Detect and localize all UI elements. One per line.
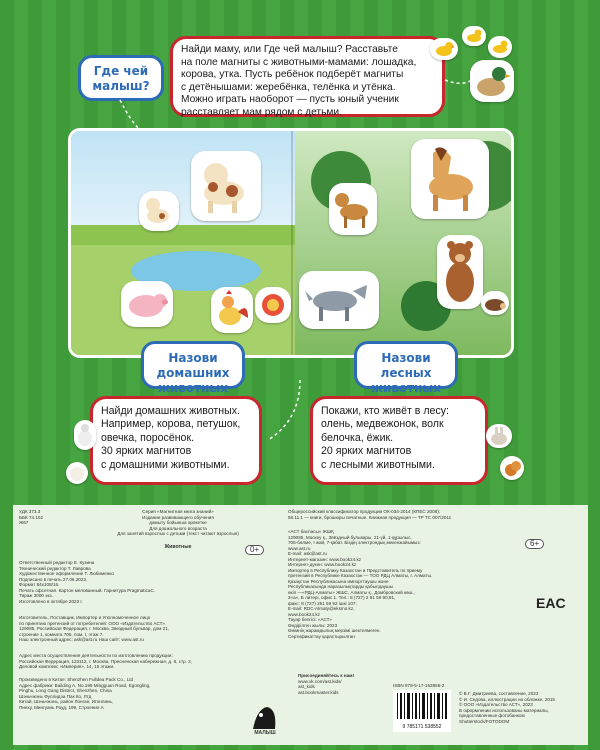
box-line: с домашними животными. — [101, 458, 230, 471]
credit-line: Тираж 3000 экз. — [19, 593, 53, 598]
goat-magnet-icon — [74, 420, 96, 450]
credit-line: Ответственный редактор Е. Кузина — [19, 560, 95, 565]
age-rating-right: 6+ — [525, 539, 544, 549]
box-line: белочка, ёжик. — [321, 431, 394, 444]
barcode-bar — [434, 693, 435, 719]
piglet-magnet-icon — [121, 281, 173, 327]
squirrel-magnet-icon — [500, 456, 524, 480]
kz-line: Интернет-магазин: www.book24.kz — [288, 556, 362, 562]
publisher-line: Изготовитель, Поставщик, Импортер и Уполномоченное лицо — [19, 615, 151, 620]
kz-line: 129085, Мәскеу қ., Звёздный бульвары, 21-үй, 1-құрылыс, — [288, 534, 412, 540]
barcode-bar — [445, 693, 447, 719]
duckling-magnet-icon — [462, 26, 486, 46]
classifier-line: Общероссийский классификатор продукции ОК-034-2014 (КПЕС 2008); — [288, 509, 441, 514]
copyright-line: предоставленные фотобанком — [459, 713, 525, 718]
tag-line: малыш? — [92, 79, 150, 93]
domestic-animals-box — [90, 396, 262, 485]
classifier-line: 58.11.1 — книги, брошюры печатные. Книжная продукция — ТР ТС 007/2011 — [288, 514, 452, 520]
credit-line: Печать офсетная. Картон мелованный. Гарнитура PragmaticaC. — [19, 587, 156, 593]
barcode-digits: 9 785171 538552 — [402, 723, 442, 730]
kz-line: Импортер в Республику Казахстан и Представитель по приему — [288, 567, 423, 573]
kz-info-block — [288, 529, 508, 639]
series-line: Для занятий взрослых с детьми (текст читают взрослые) — [117, 531, 239, 536]
manufacturer-block — [19, 677, 239, 710]
kz-line: Өндірілген жылы: 2023 — [288, 622, 338, 628]
box-line: Найди домашних животных. — [101, 405, 240, 417]
isbn: ISBN 978-5-17-153855-2 — [393, 683, 445, 688]
kz-line: Өнімнің жарамдылық мерзімі шектелмеген. — [288, 628, 381, 633]
tag-line: животных — [157, 381, 229, 395]
box-line: олень, медвежонок, волк — [321, 418, 444, 431]
copyright-line: © ООО «Издательство АСТ», 2023 — [459, 702, 533, 707]
manufacturer-line: Китай, Шэньчжэнь, район Лонган, Игонлинь, — [19, 699, 114, 704]
forest-animals-box — [310, 396, 488, 485]
age-rating-left: 0+ — [245, 545, 264, 555]
lamb-magnet-icon — [66, 462, 88, 484]
barcode — [393, 690, 451, 732]
manufacturer-line: Адрес фабрики: Building A, No.199 Mingguan Road, Egongling, — [19, 682, 151, 688]
name-forest-tag — [354, 341, 458, 395]
publisher-line: 129085, Российская Федерация, г. Москва, Звездный бульвар, дом 21, — [19, 626, 170, 631]
udk-block — [19, 509, 79, 526]
tag-line: Где чей — [93, 64, 149, 78]
barcode-bar — [427, 693, 428, 719]
series-line: Серия «Магнитная книга знаний» — [142, 509, 214, 514]
kz-line: факс: 8 (727) 251 59 92 ішкі 107; — [288, 600, 357, 606]
publisher-line: строение 1, комната 705, пом. I, этаж 7. — [19, 631, 104, 637]
manufacturer-line: Произведено в Китае: Shenzhen Fulldea Pack Co., Ltd — [19, 677, 134, 682]
calf-magnet-icon — [139, 191, 179, 231]
manufacturer-line: Pinghu, Long Gang District, Shenzhen, China — [19, 688, 112, 693]
copyright-line: © В.Г. Дмитриева, составление, 2023 — [459, 691, 539, 696]
kz-line: «АСТ баспасы» ЖШҚ — [288, 529, 334, 534]
credit-line: Художественное оформление Т. Любименко — [19, 571, 114, 576]
address-line: Деловой комплекс «Империя», 14, 15 этажи. — [19, 664, 115, 669]
copyright-line: © И. Седова, иллюстрации на обложке, 2015 — [459, 696, 555, 702]
kz-line: Республикасында наразылықтарды қабылдаушы — [288, 584, 394, 589]
credit-line: Технический редактор Т. Лаврова — [19, 565, 91, 571]
intro-line: на поле магниты с животными-мамами: лошадка, — [181, 56, 417, 68]
tag-line: Назови — [381, 351, 431, 365]
address-line: Адрес места осуществления деятельности по изготовлению продукции: — [19, 653, 173, 658]
kz-line: Қазақстан Республикасына импорттаушы және — [288, 578, 389, 584]
rooster-magnet-icon — [211, 287, 253, 333]
kz-line: претензий в Республике Казахстан — ТОО РДЦ Алматы, г. Алматы. — [288, 573, 433, 578]
tag-line: животных — [370, 381, 442, 395]
publisher-line: по принятию претензий от потребителей: ООО «Издательство АСТ». — [19, 620, 167, 626]
kz-line: Интернет-дүкен: www.book24.kz — [288, 562, 357, 567]
barcode-bar — [397, 693, 398, 719]
copyright-line: В оформлении использованы материалы, — [459, 707, 549, 713]
duckling-magnet-icon — [430, 38, 458, 60]
series-line: дамыту бойынша әрекетке — [149, 520, 207, 525]
intro-line: Можно играть наоборот — пусть юный ученик — [181, 94, 399, 106]
barcode-bar — [400, 693, 402, 719]
udk-line: ББК 74.102 — [19, 514, 44, 520]
bear-cub-magnet-icon — [437, 235, 483, 309]
barcode-bar — [412, 693, 413, 719]
rooster-tail-magnet-icon — [255, 287, 291, 323]
box-line: овечка, поросёнок. — [101, 431, 195, 444]
kz-line: Сертификаттау қарастырылған — [288, 633, 355, 639]
credit-line: Подписано в печать 27.06.2023. — [19, 576, 88, 582]
barcode-bar — [437, 693, 440, 719]
hedgehog-magnet-icon — [481, 291, 509, 315]
udk-line: Ж67 — [19, 520, 29, 525]
series-block — [103, 509, 253, 537]
cow-magnet-icon — [191, 151, 261, 221]
box-line: 20 ярких магнитов — [321, 445, 412, 458]
bunny-magnet-icon — [486, 424, 512, 448]
kz-line: 3«а», Б литері, офис 1. Тел.: 8 (727) 2 51 59 90,91, — [288, 595, 396, 600]
wolf-magnet-icon — [299, 271, 379, 329]
classifier-block — [288, 509, 548, 520]
social-line: Присоединяйтесь к нам! — [298, 673, 355, 678]
credit-line: Формат 84х108/16. — [19, 582, 60, 587]
book-title: Животные — [164, 544, 192, 550]
publisher-block — [19, 615, 269, 643]
kz-line: өкіл —«РДЦ-Алматы» ЖШС, Алматы қ., Домбровский көш., — [288, 589, 415, 595]
barcode-bar — [407, 693, 410, 719]
farm-forest-scene — [68, 128, 514, 358]
intro-line: расставляет мам рядом с детьми. — [181, 106, 342, 118]
page-fold — [291, 131, 293, 358]
intro-line: Найди маму, или Где чей малыш? Расставьте — [181, 44, 398, 55]
address-line: Российская Федерация, 123112, г. Москва, Пресненская набережная, д. 6, стр. 2, — [19, 658, 193, 664]
udk-line: УДК 373.3 — [19, 509, 41, 514]
barcode-bar — [419, 693, 420, 719]
social-line: ast_kids — [298, 684, 315, 689]
foal-magnet-icon — [329, 183, 377, 235]
barcode-bar — [415, 693, 417, 719]
manufacturer-line: Шэньчжэнь Фуллидэа Пак Ко, Лтд — [19, 693, 92, 699]
barcode-bar — [404, 693, 405, 719]
manufacturer-line: Пинху, Мингуань Роуд, 199, Строение А — [19, 704, 104, 710]
kz-line: Тауар белгісі: «АСТ» — [288, 617, 332, 622]
duckling-magnet-icon — [488, 36, 512, 58]
tag-line: Назови — [168, 351, 218, 365]
barcode-bar — [422, 693, 425, 719]
kz-line: www.book24.kz — [288, 611, 320, 617]
intro-line: корова, утка. Пусть ребёнок подберёт магниты — [181, 69, 404, 81]
intro-line: с детёнышами: жеребёнка, телёнка и утёнка. — [181, 81, 396, 93]
logo-text: МАЛЫШ — [254, 730, 276, 736]
publisher-line: Наш электронный адрес: ask@ast.ru Наш сайт: www.ast.ru — [19, 637, 144, 642]
credit-line: Изготовлено в октябре 2023 г. — [19, 598, 83, 604]
imprint-panel — [13, 505, 588, 745]
barcode-bar — [430, 693, 432, 719]
series-line: Для дошкольного возраста — [149, 525, 207, 531]
credits-block — [19, 560, 239, 604]
box-line: Например, корова, петушок, — [101, 418, 241, 431]
box-line: с лесными животными. — [321, 458, 435, 471]
box-line: Покажи, кто живёт в лесу: — [321, 405, 449, 417]
social-line: www.vk.com/ast.kids/ — [298, 678, 342, 684]
kz-line: www.ast.ru — [288, 545, 311, 551]
eac-mark: EAC — [536, 595, 566, 611]
social-line: ast.bookmaster.kids — [298, 689, 339, 695]
copyright-block — [459, 691, 585, 724]
series-line: Издание развивающего обучения — [142, 514, 214, 520]
kz-line: E-mail: ask@ast.ru — [288, 551, 327, 556]
name-domestic-tag — [141, 341, 245, 395]
tag-line: домашних — [156, 366, 230, 380]
kz-line: E-mail: RDC-Almaty@eksmo.kz, — [288, 606, 355, 611]
box-line: 30 ярких магнитов — [101, 445, 192, 458]
barcode-bar — [442, 693, 443, 719]
kz-line: 705-бөлме, I жай, 7-қабат. Біздің электрондық мекенжайымыз: — [288, 540, 421, 545]
activity-address-block — [19, 653, 279, 670]
duck-magnet-icon — [470, 60, 514, 102]
tag-line: лесных — [380, 366, 432, 380]
horse-magnet-icon — [411, 139, 489, 219]
social-block — [298, 673, 388, 695]
copyright-line: Shutterstock/FOTODOM — [459, 718, 510, 724]
